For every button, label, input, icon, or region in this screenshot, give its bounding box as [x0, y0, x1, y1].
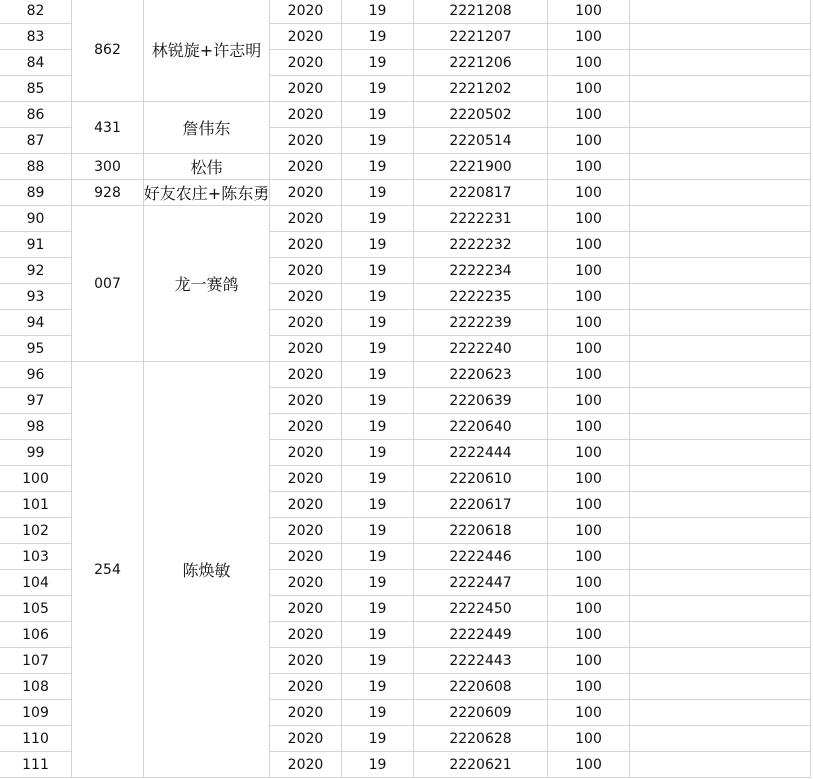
- cell-year[interactable]: 2020: [270, 726, 342, 752]
- cell-extra[interactable]: [630, 24, 811, 50]
- cell-age[interactable]: 19: [342, 648, 414, 674]
- cell-score[interactable]: 100: [548, 180, 630, 206]
- cell-age[interactable]: 19: [342, 466, 414, 492]
- cell-age[interactable]: 19: [342, 206, 414, 232]
- cell-age[interactable]: 19: [342, 258, 414, 284]
- cell-no[interactable]: 92: [0, 258, 72, 284]
- merged-code-cell[interactable]: 431: [72, 102, 144, 154]
- cell-year[interactable]: 2020: [270, 622, 342, 648]
- cell-year[interactable]: 2020: [270, 544, 342, 570]
- cell-no[interactable]: 85: [0, 76, 72, 102]
- cell-year[interactable]: 2020: [270, 180, 342, 206]
- cell-score[interactable]: 100: [548, 24, 630, 50]
- cell-ring[interactable]: 2220628: [414, 726, 548, 752]
- cell-no[interactable]: 102: [0, 518, 72, 544]
- cell-year[interactable]: 2020: [270, 648, 342, 674]
- cell-no[interactable]: 100: [0, 466, 72, 492]
- cell-no[interactable]: 111: [0, 752, 72, 778]
- cell-year[interactable]: 2020: [270, 258, 342, 284]
- cell-year[interactable]: 2020: [270, 752, 342, 778]
- cell-ring[interactable]: 2221202: [414, 76, 548, 102]
- cell-score[interactable]: 100: [548, 310, 630, 336]
- cell-score[interactable]: 100: [548, 674, 630, 700]
- cell-extra[interactable]: [630, 700, 811, 726]
- cell-score[interactable]: 100: [548, 388, 630, 414]
- cell-extra[interactable]: [630, 154, 811, 180]
- cell-no[interactable]: 105: [0, 596, 72, 622]
- cell-extra[interactable]: [630, 206, 811, 232]
- cell-age[interactable]: 19: [342, 388, 414, 414]
- cell-year[interactable]: 2020: [270, 76, 342, 102]
- cell-year[interactable]: 2020: [270, 232, 342, 258]
- cell-ring[interactable]: 2220617: [414, 492, 548, 518]
- cell-no[interactable]: 93: [0, 284, 72, 310]
- cell-age[interactable]: 19: [342, 24, 414, 50]
- merged-name-cell[interactable]: 詹伟东: [144, 102, 270, 154]
- cell-no[interactable]: 90: [0, 206, 72, 232]
- cell-ring[interactable]: 2220817: [414, 180, 548, 206]
- cell-no[interactable]: 91: [0, 232, 72, 258]
- cell-extra[interactable]: [630, 492, 811, 518]
- cell-ring[interactable]: 2220608: [414, 674, 548, 700]
- cell-extra[interactable]: [630, 232, 811, 258]
- cell-year[interactable]: 2020: [270, 388, 342, 414]
- cell-year[interactable]: 2020: [270, 492, 342, 518]
- cell-score[interactable]: 100: [548, 76, 630, 102]
- cell-extra[interactable]: [630, 388, 811, 414]
- cell-year[interactable]: 2020: [270, 518, 342, 544]
- cell-ring[interactable]: 2222447: [414, 570, 548, 596]
- cell-ring[interactable]: 2222449: [414, 622, 548, 648]
- cell-extra[interactable]: [630, 726, 811, 752]
- merged-name-cell[interactable]: 林锐旋+许志明: [144, 0, 270, 102]
- merged-name-cell[interactable]: 陈焕敏: [144, 362, 270, 778]
- cell-age[interactable]: 19: [342, 596, 414, 622]
- cell-extra[interactable]: [630, 76, 811, 102]
- cell-score[interactable]: 100: [548, 700, 630, 726]
- cell-no[interactable]: 108: [0, 674, 72, 700]
- cell-no[interactable]: 109: [0, 700, 72, 726]
- cell-score[interactable]: 100: [548, 648, 630, 674]
- cell-score[interactable]: 100: [548, 284, 630, 310]
- cell-no[interactable]: 106: [0, 622, 72, 648]
- cell-score[interactable]: 100: [548, 102, 630, 128]
- cell-no[interactable]: 86: [0, 102, 72, 128]
- cell-extra[interactable]: [630, 596, 811, 622]
- cell-score[interactable]: 100: [548, 154, 630, 180]
- cell-no[interactable]: 99: [0, 440, 72, 466]
- cell-age[interactable]: 19: [342, 440, 414, 466]
- cell-score[interactable]: 100: [548, 492, 630, 518]
- cell-score[interactable]: 100: [548, 440, 630, 466]
- cell-ring[interactable]: 2222239: [414, 310, 548, 336]
- cell-score[interactable]: 100: [548, 518, 630, 544]
- cell-ring[interactable]: 2220514: [414, 128, 548, 154]
- cell-age[interactable]: 19: [342, 362, 414, 388]
- cell-no[interactable]: 88: [0, 154, 72, 180]
- cell-no[interactable]: 97: [0, 388, 72, 414]
- cell-year[interactable]: 2020: [270, 336, 342, 362]
- cell-ring[interactable]: 2220618: [414, 518, 548, 544]
- cell-ring[interactable]: 2222446: [414, 544, 548, 570]
- cell-year[interactable]: 2020: [270, 24, 342, 50]
- cell-no[interactable]: 89: [0, 180, 72, 206]
- cell-age[interactable]: 19: [342, 518, 414, 544]
- cell-age[interactable]: 19: [342, 180, 414, 206]
- cell-age[interactable]: 19: [342, 336, 414, 362]
- cell-extra[interactable]: [630, 362, 811, 388]
- cell-score[interactable]: 100: [548, 232, 630, 258]
- cell-no[interactable]: 104: [0, 570, 72, 596]
- cell-no[interactable]: 84: [0, 50, 72, 76]
- cell-extra[interactable]: [630, 518, 811, 544]
- merged-name-cell[interactable]: 松伟: [144, 154, 270, 180]
- cell-score[interactable]: 100: [548, 362, 630, 388]
- cell-ring[interactable]: 2220621: [414, 752, 548, 778]
- cell-ring[interactable]: 2220502: [414, 102, 548, 128]
- cell-year[interactable]: 2020: [270, 362, 342, 388]
- cell-score[interactable]: 100: [548, 726, 630, 752]
- cell-age[interactable]: 19: [342, 700, 414, 726]
- cell-no[interactable]: 98: [0, 414, 72, 440]
- cell-extra[interactable]: [630, 674, 811, 700]
- cell-no[interactable]: 110: [0, 726, 72, 752]
- merged-name-cell[interactable]: 好友农庄+陈东勇: [144, 180, 270, 206]
- cell-no[interactable]: 107: [0, 648, 72, 674]
- cell-extra[interactable]: [630, 310, 811, 336]
- cell-ring[interactable]: 2222235: [414, 284, 548, 310]
- cell-age[interactable]: 19: [342, 570, 414, 596]
- cell-ring[interactable]: 2222443: [414, 648, 548, 674]
- cell-ring[interactable]: 2221900: [414, 154, 548, 180]
- cell-year[interactable]: 2020: [270, 440, 342, 466]
- cell-year[interactable]: 2020: [270, 284, 342, 310]
- cell-no[interactable]: 94: [0, 310, 72, 336]
- cell-age[interactable]: 19: [342, 674, 414, 700]
- cell-no[interactable]: 83: [0, 24, 72, 50]
- cell-score[interactable]: 100: [548, 336, 630, 362]
- cell-extra[interactable]: [630, 50, 811, 76]
- cell-extra[interactable]: [630, 544, 811, 570]
- cell-age[interactable]: 19: [342, 544, 414, 570]
- cell-year[interactable]: 2020: [270, 0, 342, 24]
- cell-extra[interactable]: [630, 128, 811, 154]
- cell-ring[interactable]: 2221206: [414, 50, 548, 76]
- merged-code-cell[interactable]: 007: [72, 206, 144, 362]
- cell-score[interactable]: 100: [548, 544, 630, 570]
- cell-extra[interactable]: [630, 570, 811, 596]
- cell-ring[interactable]: 2222232: [414, 232, 548, 258]
- cell-extra[interactable]: [630, 258, 811, 284]
- cell-ring[interactable]: 2220610: [414, 466, 548, 492]
- cell-ring[interactable]: 2221207: [414, 24, 548, 50]
- cell-ring[interactable]: 2222444: [414, 440, 548, 466]
- cell-age[interactable]: 19: [342, 0, 414, 24]
- cell-score[interactable]: 100: [548, 0, 630, 24]
- cell-no[interactable]: 101: [0, 492, 72, 518]
- cell-year[interactable]: 2020: [270, 50, 342, 76]
- cell-no[interactable]: 96: [0, 362, 72, 388]
- cell-age[interactable]: 19: [342, 414, 414, 440]
- cell-age[interactable]: 19: [342, 726, 414, 752]
- cell-year[interactable]: 2020: [270, 674, 342, 700]
- cell-score[interactable]: 100: [548, 752, 630, 778]
- cell-year[interactable]: 2020: [270, 310, 342, 336]
- cell-year[interactable]: 2020: [270, 128, 342, 154]
- cell-year[interactable]: 2020: [270, 414, 342, 440]
- cell-year[interactable]: 2020: [270, 570, 342, 596]
- cell-score[interactable]: 100: [548, 414, 630, 440]
- merged-code-cell[interactable]: 300: [72, 154, 144, 180]
- cell-no[interactable]: 82: [0, 0, 72, 24]
- cell-score[interactable]: 100: [548, 466, 630, 492]
- cell-ring[interactable]: 2222231: [414, 206, 548, 232]
- cell-no[interactable]: 103: [0, 544, 72, 570]
- cell-age[interactable]: 19: [342, 622, 414, 648]
- cell-score[interactable]: 100: [548, 206, 630, 232]
- cell-year[interactable]: 2020: [270, 596, 342, 622]
- cell-score[interactable]: 100: [548, 596, 630, 622]
- cell-score[interactable]: 100: [548, 50, 630, 76]
- cell-extra[interactable]: [630, 180, 811, 206]
- cell-extra[interactable]: [630, 648, 811, 674]
- cell-year[interactable]: 2020: [270, 700, 342, 726]
- cell-year[interactable]: 2020: [270, 466, 342, 492]
- cell-year[interactable]: 2020: [270, 206, 342, 232]
- cell-age[interactable]: 19: [342, 284, 414, 310]
- cell-score[interactable]: 100: [548, 258, 630, 284]
- cell-ring[interactable]: 2222234: [414, 258, 548, 284]
- cell-age[interactable]: 19: [342, 492, 414, 518]
- cell-age[interactable]: 19: [342, 76, 414, 102]
- cell-extra[interactable]: [630, 284, 811, 310]
- cell-no[interactable]: 95: [0, 336, 72, 362]
- merged-code-cell[interactable]: 862: [72, 0, 144, 102]
- cell-year[interactable]: 2020: [270, 154, 342, 180]
- merged-code-cell[interactable]: 254: [72, 362, 144, 778]
- cell-age[interactable]: 19: [342, 752, 414, 778]
- cell-score[interactable]: 100: [548, 128, 630, 154]
- cell-ring[interactable]: 2220639: [414, 388, 548, 414]
- cell-ring[interactable]: 2220623: [414, 362, 548, 388]
- merged-code-cell[interactable]: 928: [72, 180, 144, 206]
- cell-age[interactable]: 19: [342, 232, 414, 258]
- cell-year[interactable]: 2020: [270, 102, 342, 128]
- cell-ring[interactable]: 2220640: [414, 414, 548, 440]
- cell-age[interactable]: 19: [342, 50, 414, 76]
- cell-extra[interactable]: [630, 440, 811, 466]
- cell-score[interactable]: 100: [548, 622, 630, 648]
- cell-no[interactable]: 87: [0, 128, 72, 154]
- cell-extra[interactable]: [630, 414, 811, 440]
- cell-ring[interactable]: 2222450: [414, 596, 548, 622]
- cell-extra[interactable]: [630, 102, 811, 128]
- cell-ring[interactable]: 2220609: [414, 700, 548, 726]
- cell-age[interactable]: 19: [342, 154, 414, 180]
- cell-extra[interactable]: [630, 752, 811, 778]
- merged-name-cell[interactable]: 龙一赛鸽: [144, 206, 270, 362]
- cell-score[interactable]: 100: [548, 570, 630, 596]
- cell-age[interactable]: 19: [342, 102, 414, 128]
- cell-extra[interactable]: [630, 466, 811, 492]
- cell-extra[interactable]: [630, 0, 811, 24]
- cell-ring[interactable]: 2221208: [414, 0, 548, 24]
- cell-ring[interactable]: 2222240: [414, 336, 548, 362]
- cell-extra[interactable]: [630, 622, 811, 648]
- cell-age[interactable]: 19: [342, 128, 414, 154]
- cell-extra[interactable]: [630, 336, 811, 362]
- cell-age[interactable]: 19: [342, 310, 414, 336]
